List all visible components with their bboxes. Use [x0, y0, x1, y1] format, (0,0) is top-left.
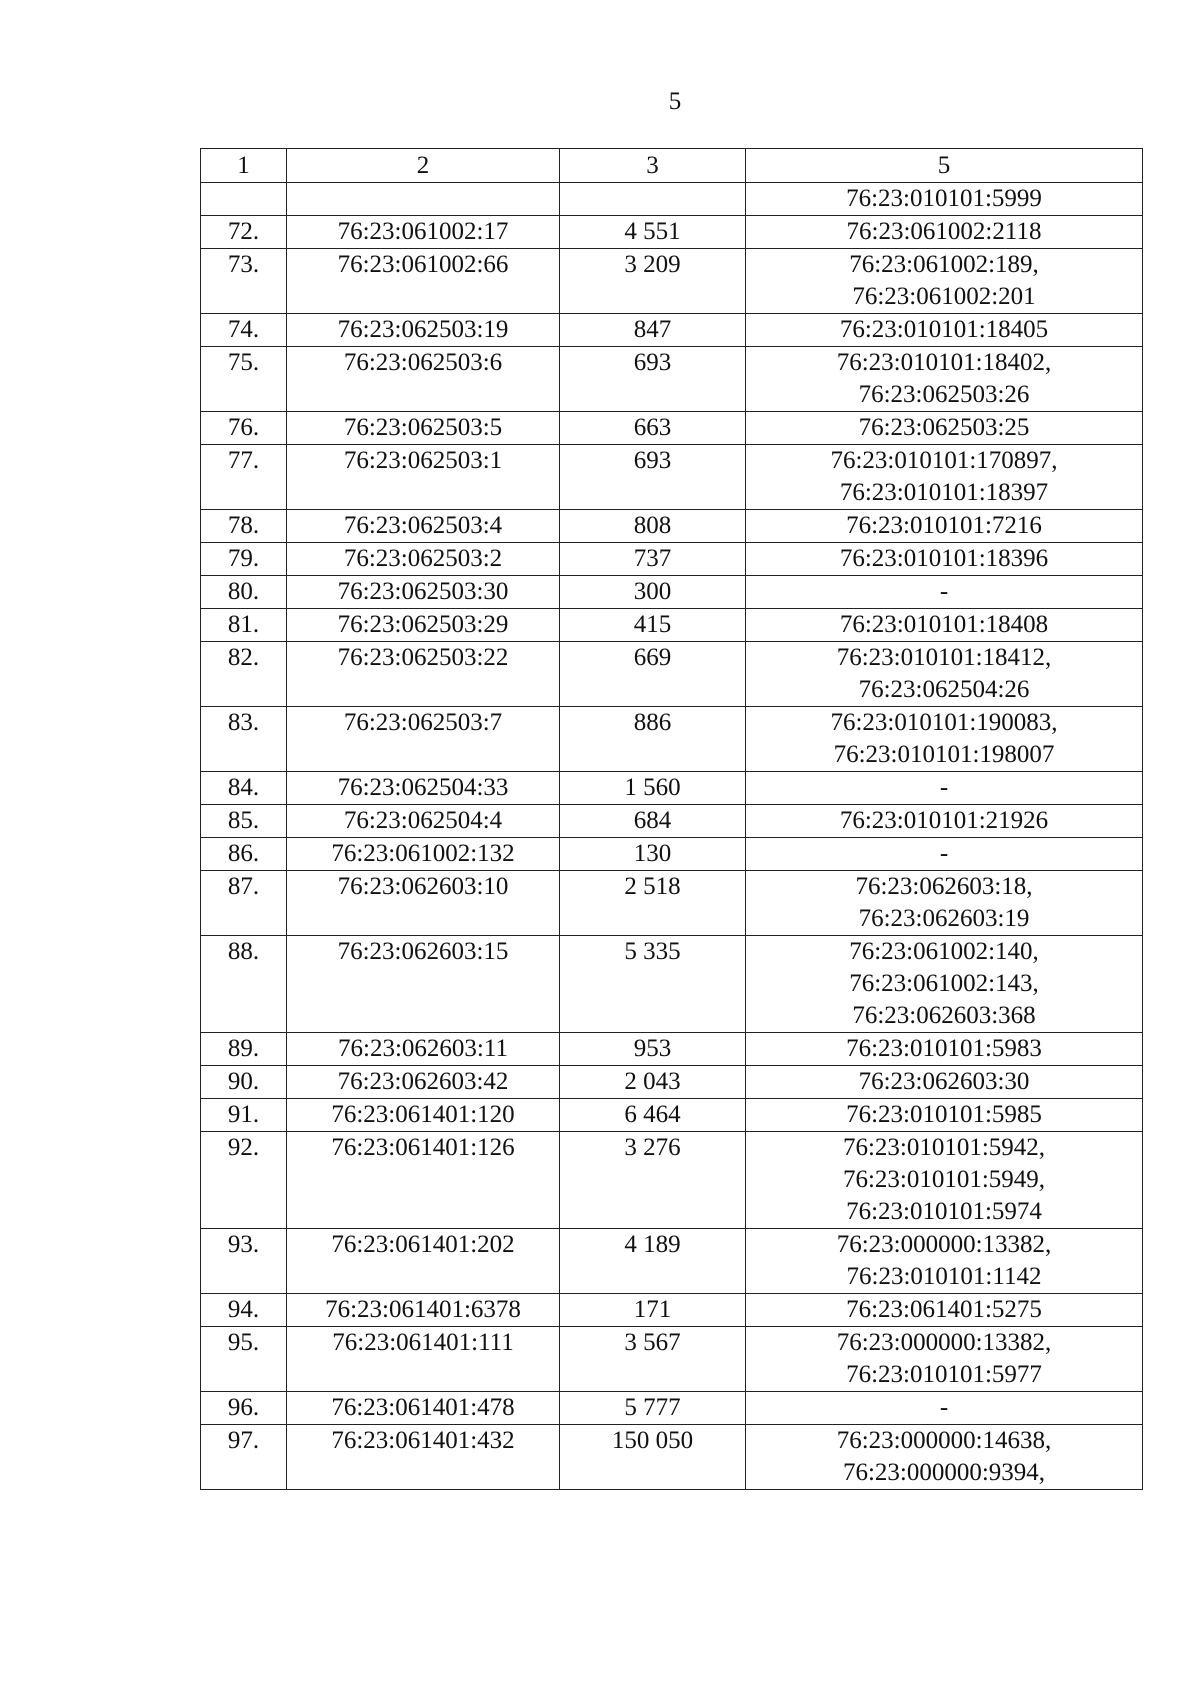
table-row	[201, 642, 1143, 707]
area-cell: 3 209	[560, 249, 746, 314]
related-numbers-cell	[746, 642, 1143, 707]
table-row	[201, 838, 1143, 871]
cadastral-table	[200, 148, 1143, 1490]
related-number: 76:23:010101:7216	[846, 512, 1042, 539]
row-number-cell: 93.	[201, 1229, 287, 1294]
related-numbers-cell	[746, 1392, 1143, 1425]
related-number: 76:23:010101:18405	[839, 316, 1049, 343]
row-number-cell: 97.	[201, 1425, 287, 1490]
related-number: 76:23:010101:5974	[846, 1198, 1042, 1225]
area-cell: 1 560	[560, 772, 746, 805]
area-cell: 3 276	[560, 1132, 746, 1229]
related-numbers-cell	[746, 805, 1143, 838]
related-number: 76:23:010101:190083,	[830, 709, 1058, 736]
table-header	[201, 149, 1143, 183]
cadastral-number-cell: 76:23:062503:29	[287, 609, 560, 642]
row-number-cell: 83.	[201, 707, 287, 772]
row-number-cell: 80.	[201, 576, 287, 609]
table-row	[201, 347, 1143, 412]
related-number: 76:23:010101:170897,	[830, 447, 1058, 474]
area-cell: 171	[560, 1294, 746, 1327]
cadastral-number-cell: 76:23:061002:132	[287, 838, 560, 871]
related-number: 76:23:010101:18408	[839, 611, 1049, 638]
related-number: -	[939, 578, 949, 605]
related-numbers-cell	[746, 314, 1143, 347]
area-cell: 847	[560, 314, 746, 347]
related-numbers-cell	[746, 1294, 1143, 1327]
related-number: 76:23:000000:13382,	[836, 1231, 1052, 1258]
page-number: 5	[668, 88, 682, 115]
cadastral-number-cell: 76:23:062503:30	[287, 576, 560, 609]
area-cell: 953	[560, 1033, 746, 1066]
cadastral-number-cell: 76:23:061401:202	[287, 1229, 560, 1294]
row-number-cell: 92.	[201, 1132, 287, 1229]
related-number: 76:23:062503:26	[858, 381, 1030, 408]
row-number-cell: 96.	[201, 1392, 287, 1425]
related-number: 76:23:010101:1142	[846, 1263, 1042, 1290]
related-number: 76:23:010101:18396	[839, 545, 1049, 572]
related-number: 76:23:000000:9394,	[842, 1459, 1046, 1486]
column-header-3: 3	[560, 149, 746, 183]
cadastral-number-cell: 76:23:061401:432	[287, 1425, 560, 1490]
related-number: 76:23:010101:21926	[839, 807, 1049, 834]
table-row	[201, 1327, 1143, 1392]
row-number-cell: 73.	[201, 249, 287, 314]
row-number-cell: 87.	[201, 871, 287, 936]
table-row	[201, 445, 1143, 510]
related-number: 76:23:061002:140,	[849, 938, 1039, 965]
table-row	[201, 1132, 1143, 1229]
cadastral-number-cell: 76:23:061002:66	[287, 249, 560, 314]
related-numbers-cell	[746, 216, 1143, 249]
related-number: 76:23:010101:5983	[846, 1035, 1042, 1062]
row-number-cell: 79.	[201, 543, 287, 576]
row-number-cell: 78.	[201, 510, 287, 543]
related-numbers-cell	[746, 772, 1143, 805]
related-numbers-cell	[746, 838, 1143, 871]
related-numbers-cell	[746, 510, 1143, 543]
table-row	[201, 805, 1143, 838]
table-row	[201, 183, 1143, 216]
related-number: 76:23:010101:5977	[846, 1361, 1042, 1388]
related-numbers-cell	[746, 936, 1143, 1033]
related-numbers-cell	[746, 183, 1143, 216]
row-number-cell: 85.	[201, 805, 287, 838]
table-row	[201, 216, 1143, 249]
related-number: 76:23:061002:201	[852, 283, 1036, 310]
table-row	[201, 609, 1143, 642]
row-number-cell: 90.	[201, 1066, 287, 1099]
related-numbers-cell	[746, 609, 1143, 642]
table-row	[201, 1425, 1143, 1490]
row-number-cell: 81.	[201, 609, 287, 642]
related-number: 76:23:010101:198007	[833, 741, 1055, 768]
related-numbers-cell	[746, 1033, 1143, 1066]
related-numbers-cell	[746, 576, 1143, 609]
cadastral-number-cell: 76:23:062603:42	[287, 1066, 560, 1099]
row-number-cell: 77.	[201, 445, 287, 510]
table-row	[201, 772, 1143, 805]
related-numbers-cell	[746, 1132, 1143, 1229]
area-cell	[560, 183, 746, 216]
table-body	[201, 183, 1143, 1490]
related-number: 76:23:062603:18,	[855, 873, 1033, 900]
related-numbers-cell	[746, 1229, 1143, 1294]
area-cell: 886	[560, 707, 746, 772]
cadastral-number-cell: 76:23:062503:7	[287, 707, 560, 772]
cadastral-number-cell: 76:23:062503:4	[287, 510, 560, 543]
related-number: -	[939, 774, 949, 801]
table-row	[201, 1099, 1143, 1132]
row-number-cell: 75.	[201, 347, 287, 412]
related-numbers-cell	[746, 707, 1143, 772]
related-numbers-cell	[746, 871, 1143, 936]
cadastral-number-cell: 76:23:062603:15	[287, 936, 560, 1033]
related-numbers-cell	[746, 347, 1143, 412]
cadastral-number-cell: 76:23:061002:17	[287, 216, 560, 249]
related-numbers-cell	[746, 249, 1143, 314]
cadastral-number-cell: 76:23:062603:10	[287, 871, 560, 936]
row-number-cell: 86.	[201, 838, 287, 871]
row-number-cell: 74.	[201, 314, 287, 347]
area-cell: 300	[560, 576, 746, 609]
related-numbers-cell	[746, 1425, 1143, 1490]
table-row	[201, 936, 1143, 1033]
table-row	[201, 510, 1143, 543]
cadastral-number-cell: 76:23:062503:5	[287, 412, 560, 445]
area-cell: 737	[560, 543, 746, 576]
column-header-2: 2	[287, 149, 560, 183]
area-cell: 150 050	[560, 1425, 746, 1490]
row-number-cell: 84.	[201, 772, 287, 805]
area-cell: 693	[560, 347, 746, 412]
area-cell: 693	[560, 445, 746, 510]
table-row	[201, 1066, 1143, 1099]
row-number-cell: 91.	[201, 1099, 287, 1132]
row-number-cell	[201, 183, 287, 216]
row-number-cell: 94.	[201, 1294, 287, 1327]
related-number: -	[939, 840, 949, 867]
cadastral-number-cell: 76:23:062503:22	[287, 642, 560, 707]
area-cell: 2 518	[560, 871, 746, 936]
related-numbers-cell	[746, 1066, 1143, 1099]
related-number: 76:23:010101:5985	[846, 1101, 1042, 1128]
table-row	[201, 249, 1143, 314]
area-cell: 3 567	[560, 1327, 746, 1392]
area-cell: 415	[560, 609, 746, 642]
related-number: 76:23:010101:5949,	[842, 1166, 1046, 1193]
area-cell: 5 777	[560, 1392, 746, 1425]
row-number-cell: 88.	[201, 936, 287, 1033]
cadastral-number-cell: 76:23:062503:19	[287, 314, 560, 347]
related-number: 76:23:061002:143,	[849, 970, 1039, 997]
cadastral-number-cell: 76:23:062504:33	[287, 772, 560, 805]
related-number: 76:23:010101:18402,	[836, 349, 1052, 376]
table-row	[201, 543, 1143, 576]
cadastral-number-cell: 76:23:061401:120	[287, 1099, 560, 1132]
related-number: 76:23:061401:5275	[846, 1296, 1042, 1323]
related-numbers-cell	[746, 543, 1143, 576]
area-cell: 4 551	[560, 216, 746, 249]
table-row	[201, 576, 1143, 609]
header-row	[201, 149, 1143, 183]
related-numbers-cell	[746, 412, 1143, 445]
area-cell: 5 335	[560, 936, 746, 1033]
related-numbers-cell	[746, 1327, 1143, 1392]
related-number: 76:23:062603:30	[858, 1068, 1030, 1095]
related-number: 76:23:062504:26	[858, 676, 1030, 703]
related-number: 76:23:000000:13382,	[836, 1329, 1052, 1356]
table-row	[201, 1392, 1143, 1425]
related-number: 76:23:010101:18412,	[836, 644, 1052, 671]
related-number: -	[939, 1394, 949, 1421]
table-row	[201, 314, 1143, 347]
cadastral-number-cell: 76:23:062603:11	[287, 1033, 560, 1066]
area-cell: 669	[560, 642, 746, 707]
related-number: 76:23:062603:368	[852, 1002, 1036, 1029]
cadastral-number-cell: 76:23:062503:2	[287, 543, 560, 576]
related-number: 76:23:062603:19	[858, 905, 1030, 932]
table-row	[201, 412, 1143, 445]
column-header-1: 1	[201, 149, 287, 183]
row-number-cell: 76.	[201, 412, 287, 445]
cadastral-number-cell: 76:23:061401:6378	[287, 1294, 560, 1327]
related-number: 76:23:010101:5999	[846, 185, 1042, 212]
cadastral-number-cell: 76:23:062503:1	[287, 445, 560, 510]
area-cell: 663	[560, 412, 746, 445]
related-number: 76:23:062503:25	[858, 414, 1030, 441]
row-number-cell: 72.	[201, 216, 287, 249]
related-numbers-cell	[746, 445, 1143, 510]
table-row	[201, 871, 1143, 936]
related-number: 76:23:061002:2118	[846, 218, 1042, 245]
cadastral-number-cell: 76:23:062503:6	[287, 347, 560, 412]
cadastral-number-cell: 76:23:061401:111	[287, 1327, 560, 1392]
related-numbers-cell	[746, 1099, 1143, 1132]
column-header-5: 5	[746, 149, 1143, 183]
row-number-cell: 82.	[201, 642, 287, 707]
area-cell: 808	[560, 510, 746, 543]
row-number-cell: 95.	[201, 1327, 287, 1392]
table-row	[201, 1033, 1143, 1066]
cadastral-number-cell: 76:23:062504:4	[287, 805, 560, 838]
area-cell: 4 189	[560, 1229, 746, 1294]
cadastral-number-cell: 76:23:061401:126	[287, 1132, 560, 1229]
table-row	[201, 1294, 1143, 1327]
cadastral-number-cell	[287, 183, 560, 216]
area-cell: 6 464	[560, 1099, 746, 1132]
area-cell: 130	[560, 838, 746, 871]
related-number: 76:23:000000:14638,	[836, 1427, 1052, 1454]
related-number: 76:23:010101:5942,	[842, 1134, 1046, 1161]
table-row	[201, 707, 1143, 772]
row-number-cell: 89.	[201, 1033, 287, 1066]
area-cell: 684	[560, 805, 746, 838]
table-row	[201, 1229, 1143, 1294]
related-number: 76:23:061002:189,	[849, 251, 1039, 278]
related-number: 76:23:010101:18397	[839, 479, 1049, 506]
area-cell: 2 043	[560, 1066, 746, 1099]
cadastral-number-cell: 76:23:061401:478	[287, 1392, 560, 1425]
